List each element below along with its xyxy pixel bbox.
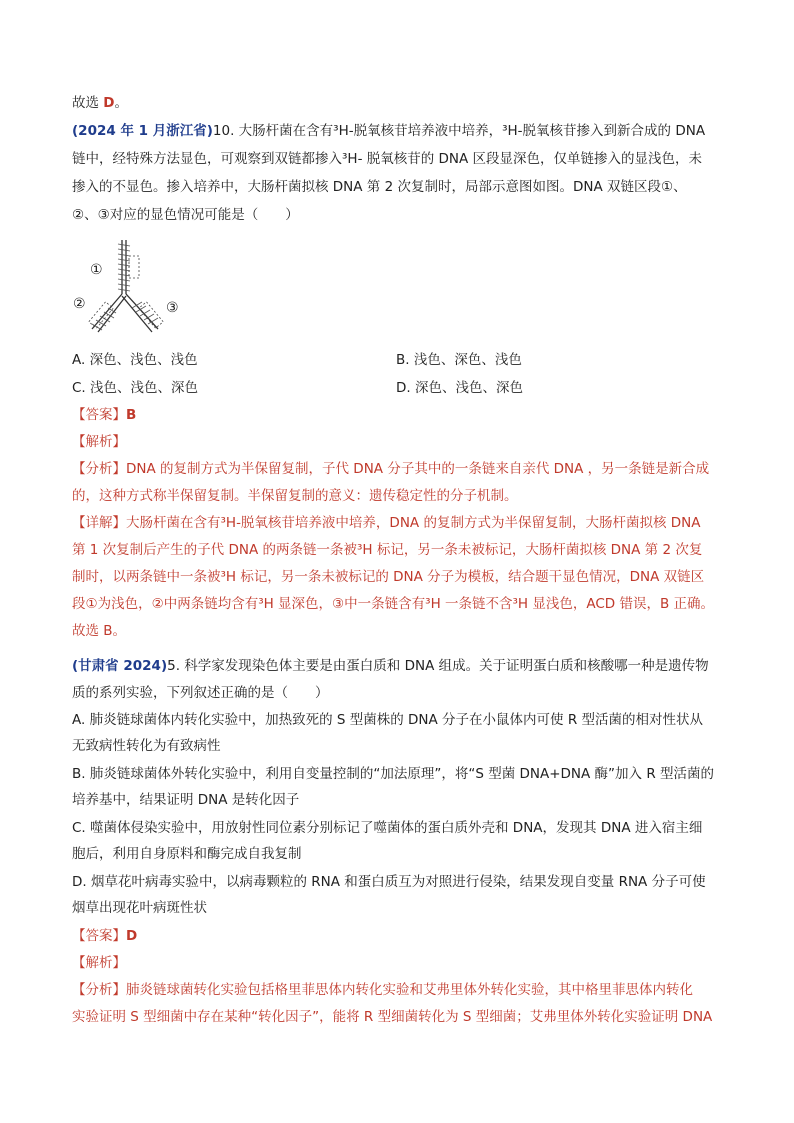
q5-option-c-line-2: 胞后，利用自身原料和酶完成自我复制 bbox=[72, 846, 302, 862]
conclusion-text: 故选 bbox=[72, 95, 104, 111]
dna-replication-figure bbox=[73, 234, 202, 342]
label-2: ② bbox=[73, 296, 86, 312]
q10-source: (2024 年 1 月浙江省) bbox=[72, 123, 213, 139]
q10-answer: 【答案】B bbox=[72, 407, 137, 423]
q10-xiangjie-line-4: 段①为浅色，②中两条链均含有³H 显深色，③中一条链含有³H 一条链不含³H 显浅色，ACD 错误，B 正确。 bbox=[72, 596, 715, 612]
parental-duplex bbox=[122, 240, 126, 294]
region-3-box bbox=[139, 302, 163, 328]
q10-option-d: D. 深色、浅色、深色 bbox=[396, 380, 523, 396]
q5-analysis-label: 【解析】 bbox=[72, 955, 126, 971]
region-1-box bbox=[129, 256, 139, 278]
q10-xiangjie-line-3: 制时，以两条链中一条被³H 标记，另一条未被标记的 DNA 分子为模板，结合题干显色情况，DNA 双链区 bbox=[72, 569, 705, 585]
q10-stem-line-3: 掺入的不显色。掺入培养中，大肠杆菌拟核 DNA 第 2 次复制时，局部示意图如图。DNA 双链区段①、 bbox=[72, 179, 687, 195]
q5-source: (甘肃省 2024) bbox=[72, 658, 168, 674]
q10-fenxi-line-2: 的，这种方式称半保留复制。半保留复制的意义：遗传稳定性的分子机制。 bbox=[72, 488, 518, 504]
q5-answer: 【答案】D bbox=[72, 928, 138, 944]
conclusion-end: 。 bbox=[114, 95, 129, 111]
q10-fenxi-line-1: 【分析】DNA 的复制方式为半保留复制，子代 DNA 分子其中的一条链来自亲代 DNA ，另一条链是新合成 bbox=[72, 461, 710, 477]
q5-number: 5. bbox=[167, 658, 181, 674]
q10-option-b: B. 浅色、深色、浅色 bbox=[396, 352, 522, 368]
conclusion-letter: D bbox=[103, 95, 115, 111]
q5-option-a-line-2: 无致病性转化为有致病性 bbox=[72, 738, 221, 754]
label-3: ③ bbox=[166, 300, 179, 316]
q5-fenxi-line-1: 【分析】肺炎链球菌转化实验包括格里菲思体内转化实验和艾弗里体外转化实验，其中格里菲思体内转化 bbox=[72, 982, 693, 998]
parental-rungs bbox=[118, 244, 130, 291]
label-1: ① bbox=[90, 262, 103, 278]
q10-option-c: C. 浅色、浅色、深色 bbox=[72, 380, 199, 396]
left-daughter-duplex bbox=[92, 294, 126, 332]
q10-stem-line-1: (2024 年 1 月浙江省)10. 大肠杆菌在含有³H-脱氧核苷培养液中培养，³H-脱氧核苷掺入到新合成的 DNA bbox=[72, 123, 706, 139]
q5-fenxi-line-2: 实验证明 S 型细菌中存在某种“转化因子”，能将 R 型细菌转化为 S 型细菌；艾弗里体外转化实验证明 DNA bbox=[72, 1009, 713, 1025]
q5-option-c-line-1: C. 噬菌体侵染实验中，用放射性同位素分别标记了噬菌体的蛋白质外壳和 DNA，发现其 DNA 进入宿主细 bbox=[72, 820, 703, 836]
prev-conclusion bbox=[72, 93, 724, 113]
q5-stem-line-1: (甘肃省 2024)5. 科学家发现染色体主要是由蛋白质和 DNA 组成。关于证明蛋白质和核酸哪一种是遗传物 bbox=[72, 658, 709, 674]
q5-option-b-line-1: B. 肺炎链球菌体外转化实验中，利用自变量控制的“加法原理”，将“S 型菌 DNA+DNA 酶”加入 R 型活菌的 bbox=[72, 766, 715, 782]
q5-option-d-line-2: 烟草出现花叶病斑性状 bbox=[72, 900, 207, 916]
q10-xiangjie-line-2: 第 1 次复制后产生的子代 DNA 的两条链一条被³H 标记，另一条未被标记，大肠杆菌拟核 DNA 第 2 次复 bbox=[72, 542, 703, 558]
q10-stem-line-4: ②、③对应的显色情况可能是（ ） bbox=[72, 207, 299, 223]
right-daughter-duplex bbox=[122, 294, 158, 332]
q10-option-a: A. 深色、浅色、浅色 bbox=[72, 352, 198, 368]
q5-option-b-line-2: 培养基中，结果证明 DNA 是转化因子 bbox=[72, 792, 300, 808]
q10-xiangjie-line-1: 【详解】大肠杆菌在含有³H-脱氧核苷培养液中培养，DNA 的复制方式为半保留复制，大肠杆菌拟核 DNA bbox=[72, 515, 701, 531]
q5-option-a-line-1: A. 肺炎链球菌体内转化实验中，加热致死的 S 型菌株的 DNA 分子在小鼠体内可使 R 型活菌的相对性状从 bbox=[72, 712, 704, 728]
q10-analysis-label: 【解析】 bbox=[72, 434, 126, 450]
q5-option-d-line-1: D. 烟草花叶病毒实验中，以病毒颗粒的 RNA 和蛋白质互为对照进行侵染，结果发现自变量 RNA 分子可使 bbox=[72, 874, 706, 890]
left-rungs bbox=[92, 308, 116, 330]
q5-stem-line-2: 质的系列实验，下列叙述正确的是（ ） bbox=[72, 685, 329, 701]
q10-number: 10. bbox=[212, 123, 235, 139]
q10-stem-line-2: 链中，经特殊方法显色，可观察到双链都掺入³H- 脱氧核苷的 DNA 区段显深色，仅单链掺入的显浅色，未 bbox=[72, 151, 703, 167]
q10-xiangjie-line-5: 故选 B。 bbox=[72, 623, 127, 639]
